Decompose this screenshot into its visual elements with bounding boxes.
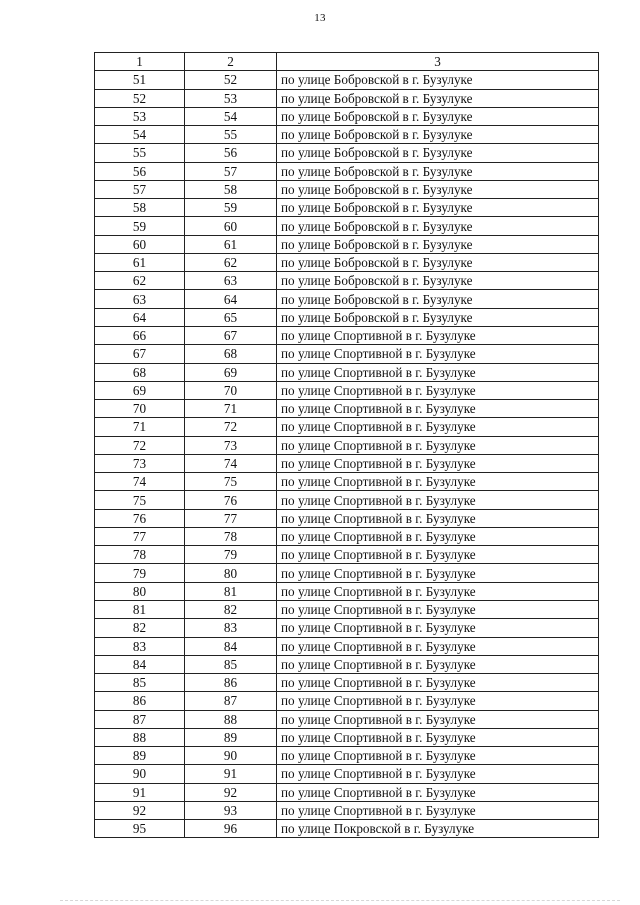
object-number-cell: 53 (185, 89, 277, 107)
table-row (95, 600, 599, 618)
row-number-cell: 73 (95, 454, 185, 472)
table-row (95, 180, 599, 198)
object-number-cell: 61 (185, 235, 277, 253)
row-number-cell: 87 (95, 710, 185, 728)
table-row (95, 509, 599, 527)
table-row (95, 564, 599, 582)
row-number-cell: 80 (95, 582, 185, 600)
object-number-cell: 80 (185, 564, 277, 582)
row-number-cell: 78 (95, 546, 185, 564)
object-number-cell: 62 (185, 253, 277, 271)
object-number-cell: 93 (185, 801, 277, 819)
address-cell: по улице Спортивной в г. Бузулуке (277, 655, 599, 673)
object-number-cell: 84 (185, 637, 277, 655)
row-number-cell: 62 (95, 272, 185, 290)
row-number-cell: 85 (95, 674, 185, 692)
object-number-cell: 58 (185, 180, 277, 198)
address-cell: по улице Спортивной в г. Бузулуке (277, 326, 599, 344)
table-row (95, 710, 599, 728)
address-cell: по улице Бобровской в г. Бузулуке (277, 126, 599, 144)
table-row (95, 107, 599, 125)
address-cell: по улице Спортивной в г. Бузулуке (277, 619, 599, 637)
table-row (95, 290, 599, 308)
object-number-cell: 63 (185, 272, 277, 290)
table-row (95, 326, 599, 344)
address-cell: по улице Спортивной в г. Бузулуке (277, 728, 599, 746)
address-cell: по улице Бобровской в г. Бузулуке (277, 199, 599, 217)
address-cell: по улице Бобровской в г. Бузулуке (277, 235, 599, 253)
row-number-cell: 66 (95, 326, 185, 344)
table-row (95, 637, 599, 655)
address-cell: по улице Спортивной в г. Бузулуке (277, 546, 599, 564)
address-cell: по улице Спортивной в г. Бузулуке (277, 454, 599, 472)
object-number-cell: 85 (185, 655, 277, 673)
row-number-cell: 58 (95, 199, 185, 217)
table-row (95, 801, 599, 819)
address-cell: по улице Спортивной в г. Бузулуке (277, 345, 599, 363)
row-number-cell: 61 (95, 253, 185, 271)
row-number-cell: 63 (95, 290, 185, 308)
row-number-cell: 67 (95, 345, 185, 363)
object-number-cell: 75 (185, 473, 277, 491)
row-number-cell: 77 (95, 527, 185, 545)
row-number-cell: 51 (95, 71, 185, 89)
object-number-cell: 65 (185, 308, 277, 326)
address-cell: по улице Бобровской в г. Бузулуке (277, 89, 599, 107)
table-row (95, 454, 599, 472)
row-number-cell: 89 (95, 747, 185, 765)
object-number-cell: 69 (185, 363, 277, 381)
object-number-cell: 67 (185, 326, 277, 344)
table-row (95, 491, 599, 509)
row-number-cell: 79 (95, 564, 185, 582)
address-cell: по улице Спортивной в г. Бузулуке (277, 765, 599, 783)
object-number-cell: 76 (185, 491, 277, 509)
column-header-3: 3 (277, 53, 599, 71)
address-cell: по улице Бобровской в г. Бузулуке (277, 180, 599, 198)
address-cell: по улице Бобровской в г. Бузулуке (277, 107, 599, 125)
row-number-cell: 82 (95, 619, 185, 637)
address-cell: по улице Спортивной в г. Бузулуке (277, 582, 599, 600)
address-cell: по улице Спортивной в г. Бузулуке (277, 473, 599, 491)
table-row (95, 527, 599, 545)
address-cell: по улице Спортивной в г. Бузулуке (277, 600, 599, 618)
table-row (95, 400, 599, 418)
object-number-cell: 86 (185, 674, 277, 692)
address-cell: по улице Спортивной в г. Бузулуке (277, 363, 599, 381)
table-row (95, 436, 599, 454)
object-number-cell: 81 (185, 582, 277, 600)
address-cell: по улице Спортивной в г. Бузулуке (277, 527, 599, 545)
table-row (95, 783, 599, 801)
address-cell: по улице Спортивной в г. Бузулуке (277, 801, 599, 819)
table-row (95, 308, 599, 326)
object-number-cell: 91 (185, 765, 277, 783)
table-row (95, 144, 599, 162)
object-number-cell: 77 (185, 509, 277, 527)
row-number-cell: 52 (95, 89, 185, 107)
object-number-cell: 54 (185, 107, 277, 125)
object-number-cell: 70 (185, 381, 277, 399)
table-row (95, 272, 599, 290)
table-row (95, 655, 599, 673)
row-number-cell: 84 (95, 655, 185, 673)
document-table (94, 52, 599, 838)
row-number-cell: 60 (95, 235, 185, 253)
object-number-cell: 82 (185, 600, 277, 618)
address-cell: по улице Спортивной в г. Бузулуке (277, 674, 599, 692)
address-cell: по улице Спортивной в г. Бузулуке (277, 418, 599, 436)
table-row (95, 692, 599, 710)
table-row (95, 747, 599, 765)
row-number-cell: 72 (95, 436, 185, 454)
table-row (95, 418, 599, 436)
object-number-cell: 74 (185, 454, 277, 472)
object-number-cell: 72 (185, 418, 277, 436)
object-number-cell: 60 (185, 217, 277, 235)
page-number: 13 (314, 12, 326, 24)
table-row (95, 235, 599, 253)
address-cell: по улице Бобровской в г. Бузулуке (277, 272, 599, 290)
address-cell: по улице Бобровской в г. Бузулуке (277, 217, 599, 235)
table-body (95, 71, 599, 838)
row-number-cell: 83 (95, 637, 185, 655)
table-row (95, 381, 599, 399)
row-number-cell: 69 (95, 381, 185, 399)
row-number-cell: 95 (95, 820, 185, 838)
table-row (95, 253, 599, 271)
address-cell: по улице Спортивной в г. Бузулуке (277, 491, 599, 509)
table-row (95, 473, 599, 491)
row-number-cell: 92 (95, 801, 185, 819)
address-cell: по улице Бобровской в г. Бузулуке (277, 71, 599, 89)
address-cell: по улице Бобровской в г. Бузулуке (277, 290, 599, 308)
table-row (95, 728, 599, 746)
row-number-cell: 74 (95, 473, 185, 491)
address-cell: по улице Спортивной в г. Бузулуке (277, 783, 599, 801)
table-row (95, 619, 599, 637)
object-number-cell: 64 (185, 290, 277, 308)
row-number-cell: 71 (95, 418, 185, 436)
table-row (95, 71, 599, 89)
address-cell: по улице Спортивной в г. Бузулуке (277, 400, 599, 418)
address-cell: по улице Спортивной в г. Бузулуке (277, 692, 599, 710)
object-number-cell: 68 (185, 345, 277, 363)
object-number-cell: 73 (185, 436, 277, 454)
table-row (95, 582, 599, 600)
object-number-cell: 56 (185, 144, 277, 162)
address-cell: по улице Спортивной в г. Бузулуке (277, 710, 599, 728)
row-number-cell: 81 (95, 600, 185, 618)
object-number-cell: 89 (185, 728, 277, 746)
object-number-cell: 59 (185, 199, 277, 217)
row-number-cell: 68 (95, 363, 185, 381)
table-row (95, 126, 599, 144)
row-number-cell: 91 (95, 783, 185, 801)
address-cell: по улице Спортивной в г. Бузулуке (277, 509, 599, 527)
row-number-cell: 64 (95, 308, 185, 326)
table-row (95, 217, 599, 235)
object-number-cell: 79 (185, 546, 277, 564)
table-row (95, 345, 599, 363)
scan-artifact-line (60, 900, 620, 905)
table-row (95, 89, 599, 107)
table-row (95, 199, 599, 217)
address-cell: по улице Спортивной в г. Бузулуке (277, 637, 599, 655)
row-number-cell: 86 (95, 692, 185, 710)
table-row (95, 546, 599, 564)
row-number-cell: 56 (95, 162, 185, 180)
address-cell: по улице Спортивной в г. Бузулуке (277, 747, 599, 765)
address-cell: по улице Бобровской в г. Бузулуке (277, 162, 599, 180)
table-row (95, 162, 599, 180)
object-number-cell: 57 (185, 162, 277, 180)
row-number-cell: 53 (95, 107, 185, 125)
column-header-2: 2 (185, 53, 277, 71)
address-cell: по улице Спортивной в г. Бузулуке (277, 436, 599, 454)
object-number-cell: 92 (185, 783, 277, 801)
row-number-cell: 90 (95, 765, 185, 783)
object-number-cell: 55 (185, 126, 277, 144)
header-row (95, 53, 599, 71)
object-number-cell: 78 (185, 527, 277, 545)
table-row (95, 820, 599, 838)
row-number-cell: 59 (95, 217, 185, 235)
object-number-cell: 87 (185, 692, 277, 710)
row-number-cell: 88 (95, 728, 185, 746)
object-number-cell: 71 (185, 400, 277, 418)
column-header-1: 1 (95, 53, 185, 71)
address-cell: по улице Спортивной в г. Бузулуке (277, 381, 599, 399)
table-row (95, 765, 599, 783)
address-cell: по улице Бобровской в г. Бузулуке (277, 144, 599, 162)
address-cell: по улице Покровской в г. Бузулуке (277, 820, 599, 838)
table-row (95, 363, 599, 381)
table-header (95, 53, 599, 71)
object-number-cell: 96 (185, 820, 277, 838)
row-number-cell: 54 (95, 126, 185, 144)
address-cell: по улице Бобровской в г. Бузулуке (277, 253, 599, 271)
row-number-cell: 76 (95, 509, 185, 527)
row-number-cell: 70 (95, 400, 185, 418)
table-row (95, 674, 599, 692)
object-number-cell: 83 (185, 619, 277, 637)
address-cell: по улице Спортивной в г. Бузулуке (277, 564, 599, 582)
object-number-cell: 52 (185, 71, 277, 89)
row-number-cell: 57 (95, 180, 185, 198)
row-number-cell: 55 (95, 144, 185, 162)
address-cell: по улице Бобровской в г. Бузулуке (277, 308, 599, 326)
row-number-cell: 75 (95, 491, 185, 509)
object-number-cell: 88 (185, 710, 277, 728)
object-number-cell: 90 (185, 747, 277, 765)
